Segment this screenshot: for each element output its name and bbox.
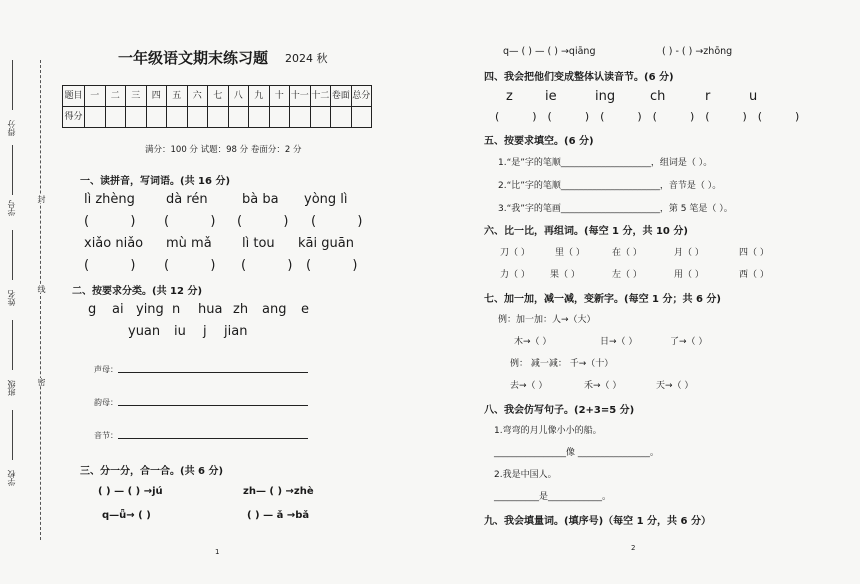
score-header-cell: 十二: [310, 86, 331, 107]
pinyin-item: lì zhèng: [84, 192, 135, 207]
score-header-cell: 题目: [63, 86, 85, 107]
compare-item: 里（ ）: [555, 248, 585, 258]
score-cell[interactable]: [187, 107, 208, 128]
compare-item: 月（ ）: [674, 248, 704, 258]
compare-item: 西（ ）: [739, 270, 769, 280]
syllable-item: z: [506, 89, 513, 104]
score-cell[interactable]: [105, 107, 126, 128]
pinyin-item: dà rén: [166, 192, 208, 207]
pinyin-item: hua: [198, 302, 223, 317]
compare-item: 四（ ）: [739, 248, 769, 258]
score-header-cell: 四: [146, 86, 167, 107]
score-header-cell: 卷面: [331, 86, 352, 107]
score-cell[interactable]: [351, 107, 372, 128]
pinyin-item: ying: [136, 302, 164, 317]
syllable-item: ch: [650, 89, 666, 104]
split-item: ( ) - ( ) →zhōng: [662, 46, 733, 57]
category-label: 音节：: [94, 431, 118, 440]
binding-line: [12, 230, 13, 280]
answer-box[interactable]: ( ): [84, 214, 136, 229]
score-cell[interactable]: [146, 107, 167, 128]
syllable-item: ing: [595, 89, 616, 104]
fill-line-item: 2.“比”字的笔顺______________________，音节是（ ）。: [498, 181, 722, 191]
pinyin-item: j: [203, 324, 207, 339]
pinyin-item: n: [172, 302, 181, 317]
pinyin-item: xiǎo niǎo: [84, 236, 144, 251]
score-header-cell: 三: [126, 86, 147, 107]
pinyin-item: g: [88, 302, 97, 317]
score-header-cell: 五: [167, 86, 188, 107]
answer-box[interactable]: ( ): [237, 214, 289, 229]
score-cell[interactable]: [269, 107, 290, 128]
pinyin-item: jian: [224, 324, 248, 339]
category-label: 韵母：: [94, 398, 118, 407]
syllable-item: u: [749, 89, 758, 104]
pinyin-item: iu: [174, 324, 186, 339]
page-number: 1: [215, 548, 220, 556]
q3-heading: 三、分一分，合一合。(共 6 分): [80, 466, 224, 477]
subtract-item: 天→（ ）: [656, 381, 694, 391]
answer-box-row[interactable]: ( ) ( ) ( ) ( ) ( ) ( ): [495, 110, 800, 123]
q4-heading: 四、我会把他们变成整体认读音节。(6 分): [484, 72, 674, 83]
combine-item: q—ǖ→ ( ): [102, 510, 151, 521]
fill-line-item: 1.“是”字的笔顺____________________，组词是（ ）。: [498, 158, 713, 168]
score-cell[interactable]: [228, 107, 249, 128]
seal-char: 封: [37, 195, 46, 203]
score-header-cell: 七: [208, 86, 229, 107]
compare-item: 左（ ）: [612, 270, 642, 280]
category-label: 声母：: [94, 365, 118, 374]
answer-box[interactable]: ( ): [311, 214, 363, 229]
answer-box[interactable]: ( ): [164, 258, 216, 273]
q7-heading: 七、加一加，减一减，变新字。(每空 1 分；共 6 分): [484, 294, 721, 305]
score-header-cell: 六: [187, 86, 208, 107]
binding-line: [12, 320, 13, 370]
score-table: [62, 85, 372, 128]
pinyin-item: zh: [233, 302, 249, 317]
q6-heading: 六、比一比，再组词。(每空 1 分，共 10 分): [484, 226, 688, 237]
score-cell[interactable]: [331, 107, 352, 128]
split-item: q— ( ) — ( ) →qiāng: [503, 46, 596, 57]
fill-line[interactable]: [118, 405, 308, 406]
score-cell[interactable]: [208, 107, 229, 128]
binding-line: [12, 145, 13, 195]
page-number: 2: [631, 544, 636, 552]
pinyin-item: yòng lì: [304, 192, 348, 207]
fill-line[interactable]: [118, 438, 308, 439]
compare-item: 力（ ）: [500, 270, 530, 280]
pinyin-item: yuan: [128, 324, 161, 339]
score-header-cell: 十一: [290, 86, 311, 107]
binding-label-class: 班级: [7, 380, 16, 396]
split-item: zh— ( ) →zhè: [243, 486, 314, 497]
pinyin-item: ang: [262, 302, 287, 317]
q2-heading: 二、按要求分类。(共 12 分): [72, 286, 203, 297]
binding-line: [12, 60, 13, 110]
score-info: 满分：100 分 试题：98 分 卷面分：2 分: [145, 145, 302, 155]
compare-item: 刀（ ）: [500, 248, 530, 258]
pinyin-item: kāi guān: [298, 236, 354, 251]
sentence-example: 2.我是中国人。: [494, 470, 557, 480]
answer-box[interactable]: ( ): [84, 258, 136, 273]
page-title: 一年级语文期末练习题: [118, 49, 269, 67]
score-row-label: 得分: [63, 107, 85, 128]
binding-label-number: 学号: [7, 200, 16, 216]
score-header-cell: 一: [85, 86, 106, 107]
sentence-fill[interactable]: __________是____________。: [494, 492, 612, 502]
score-cell[interactable]: [249, 107, 270, 128]
pinyin-item: ai: [112, 302, 124, 317]
score-cell[interactable]: [167, 107, 188, 128]
seal-char: 线: [37, 285, 46, 293]
sentence-example: 1.弯弯的月儿像小小的船。: [494, 426, 602, 436]
answer-box[interactable]: ( ): [164, 214, 216, 229]
score-header-cell: 二: [105, 86, 126, 107]
binding-label-school: 学校: [7, 470, 16, 486]
q5-heading: 五、按要求填空。(6 分): [484, 136, 594, 147]
combine-item: ( ) — ǎ →bǎ: [247, 510, 310, 521]
answer-box[interactable]: ( ): [241, 258, 293, 273]
example-text: 例：加一加：人→（大）: [498, 315, 596, 325]
compare-item: 果（ ）: [550, 270, 580, 280]
split-item: ( ) — ( ) →jú: [98, 486, 163, 497]
q1-heading: 一、读拼音，写词语。(共 16 分): [80, 176, 231, 187]
compare-item: 在（ ）: [612, 248, 642, 258]
score-cell[interactable]: [310, 107, 331, 128]
example-text: 例： 减一减： 千→（十）: [510, 359, 614, 369]
add-item: 木→（ ）: [514, 337, 552, 347]
pinyin-item: mù mǎ: [166, 236, 212, 251]
subtract-item: 禾→（ ）: [584, 381, 622, 391]
binding-label-score: 得分: [7, 120, 16, 136]
add-item: 日→（ ）: [600, 337, 638, 347]
answer-box[interactable]: ( ): [306, 258, 358, 273]
binding-margin: [0, 60, 50, 540]
pinyin-item: bà ba: [242, 192, 279, 207]
add-item: 了→（ ）: [670, 337, 708, 347]
fill-line-item: 3.“我”字的笔画______________________，第 5 笔是（ ）。: [498, 204, 733, 214]
syllable-item: ie: [545, 89, 557, 104]
score-header-cell: 总分: [351, 86, 372, 107]
binding-line: [12, 410, 13, 460]
cut-line: [40, 60, 41, 540]
syllable-item: r: [705, 89, 711, 104]
score-header-cell: 九: [249, 86, 270, 107]
pinyin-item: e: [301, 302, 309, 317]
score-cell[interactable]: [126, 107, 147, 128]
q8-heading: 八、我会仿写句子。(2+3=5 分): [484, 405, 635, 416]
q9-heading: 九、我会填量词。(填序号)（每空 1 分，共 6 分）: [484, 516, 711, 527]
pinyin-item: lì tou: [242, 236, 275, 251]
compare-item: 用（ ）: [674, 270, 704, 280]
score-cell[interactable]: [85, 107, 106, 128]
fill-line[interactable]: [118, 372, 308, 373]
score-cell[interactable]: [290, 107, 311, 128]
score-header-cell: 十: [269, 86, 290, 107]
binding-label-name: 姓名: [7, 290, 16, 306]
sentence-fill[interactable]: ________________像 ________________。: [494, 448, 659, 458]
seal-char: 密: [37, 378, 46, 386]
score-header-cell: 八: [228, 86, 249, 107]
subtract-item: 去→（ ）: [510, 381, 548, 391]
title-suffix: 2024 秋: [285, 52, 328, 65]
